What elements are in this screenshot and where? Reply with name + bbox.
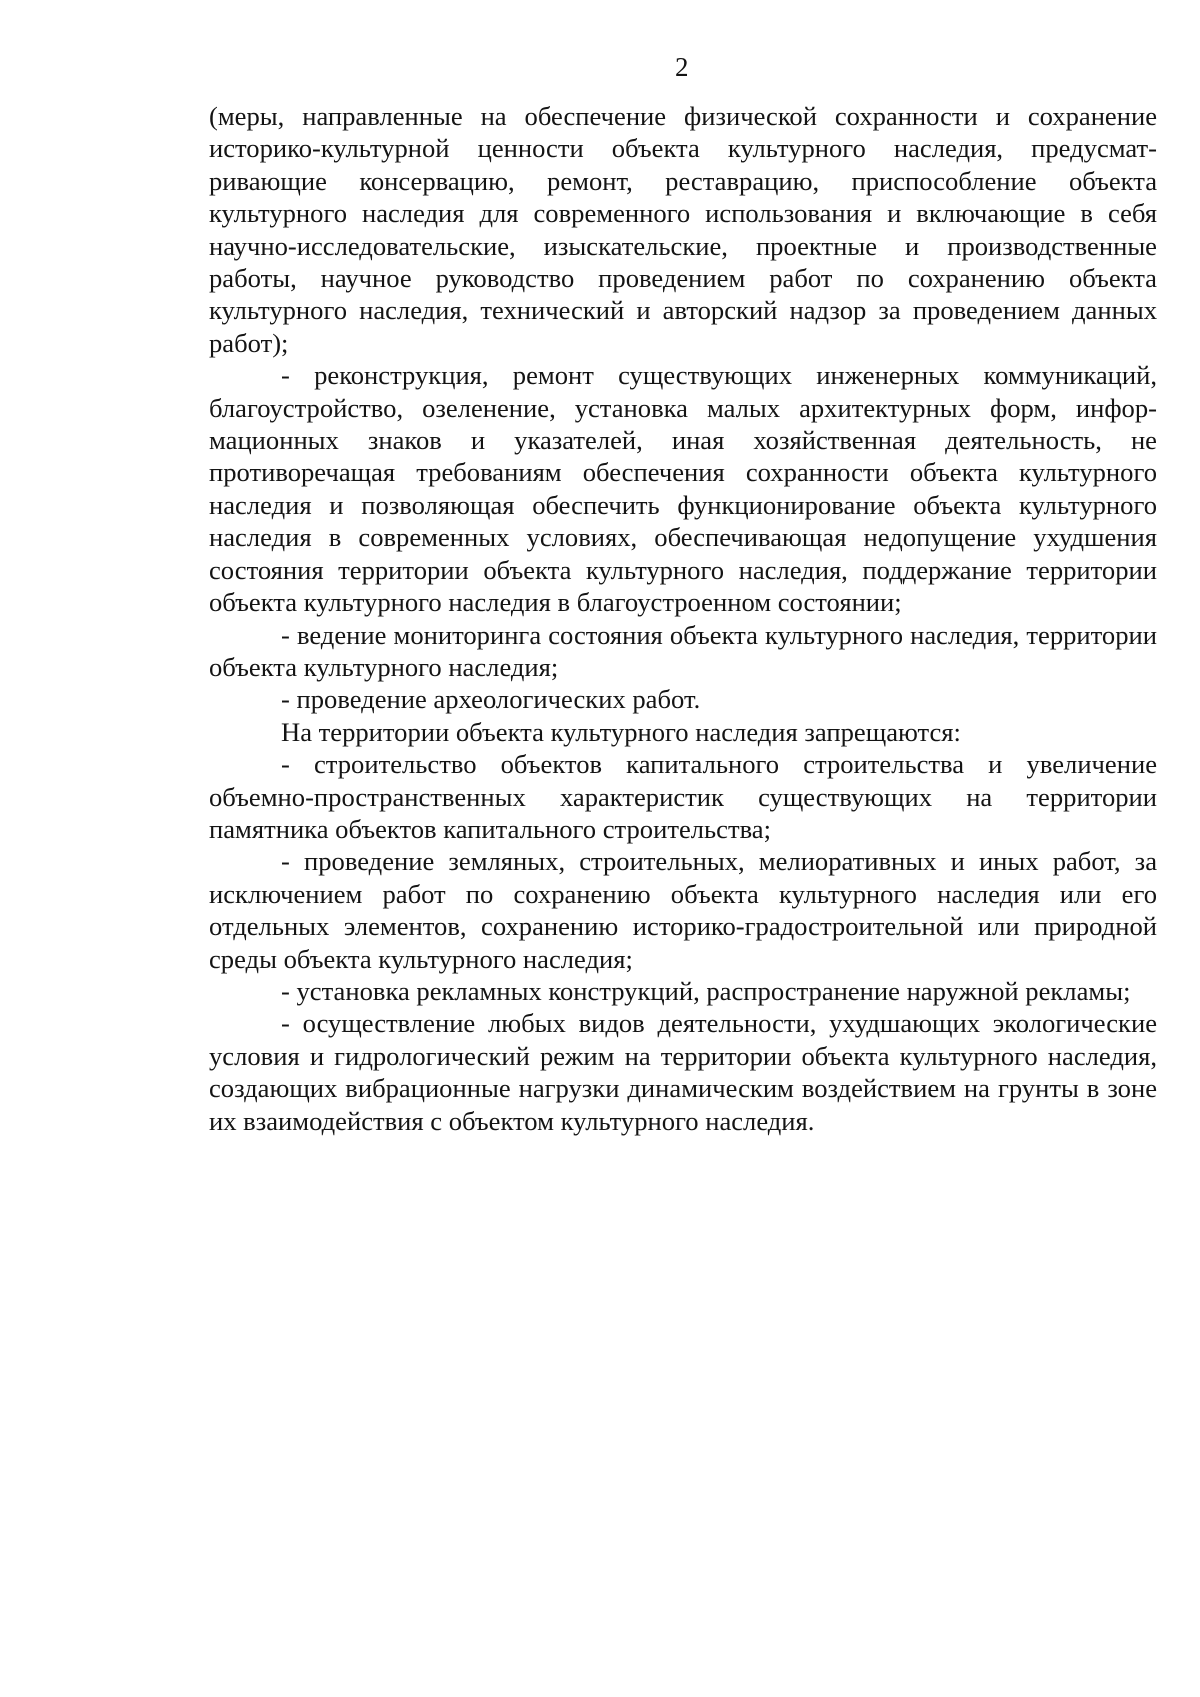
page-number: 2 — [675, 52, 689, 82]
paragraph-reconstruction: - реконструкция, ремонт существующих инженерных коммуникаций, благоустройство, озеленение, установка малых архитектурных форм, информационных знаков и указателей, иная хозяйственная деятельность, не противоречащая требованиям обеспечения сохранности объекта культурного наследия и позволяющая обеспечить функционирование объекта культурного наследия в современных условиях, обеспечивающая недопущение ухудшения состояния территории объекта культурного наследия, поддержание территории объекта культурного наследия в благоустроенном состоянии; — [209, 360, 1157, 618]
paragraph-monitoring: - ведение мониторинга состояния объекта культурного наследия, территории объекта культурного наследия; — [209, 619, 1157, 682]
paragraph-earthworks-ban: - проведение земляных, строительных, мелиоративных и иных работ, за исключением работ по сохранению объекта культурного наследия или его отдельных элементов, сохранению историко-градостроительной или природной среды объекта культурного наследия; — [209, 846, 1157, 974]
paragraph-archaeology: - проведение археологических работ. — [281, 684, 701, 715]
document-body — [209, 100, 1157, 1137]
paragraph-prohibitions-heading: На территории объекта культурного наследия запрещаются: — [281, 716, 961, 747]
paragraph-construction-ban: - строительство объектов капитального строительства и увеличение объемно-пространственных характеристик существующих на территории памятника объектов капитального строительства; — [209, 749, 1157, 844]
paragraph-advertising-ban: - установка рекламных конструкций, распространение наружной рекламы; — [281, 975, 1131, 1006]
paragraph-ecology-ban: - осуществление любых видов деятельности, ухудшающих экологические условия и гидрологический режим на территории объекта культурного наследия, создающих вибрационные нагрузки динамическим воздействием на грунты в зоне их взаимодействия с объектом культурного наследия. — [209, 1008, 1157, 1136]
paragraph-continuation: (меры, направленные на обеспечение физической сохранности и сохранение историко-культурной ценности объекта культурного наследия, предусматривающие консервацию, ремонт, реставрацию, приспособление объекта культурного наследия для современного использования и включающие в себя научно-исследовательские, изыскательские, проектные и производственные работы, научное руководство проведением работ по сохранению объекта культурного наследия, технический и авторский надзор за проведением данных работ); — [209, 101, 1157, 358]
